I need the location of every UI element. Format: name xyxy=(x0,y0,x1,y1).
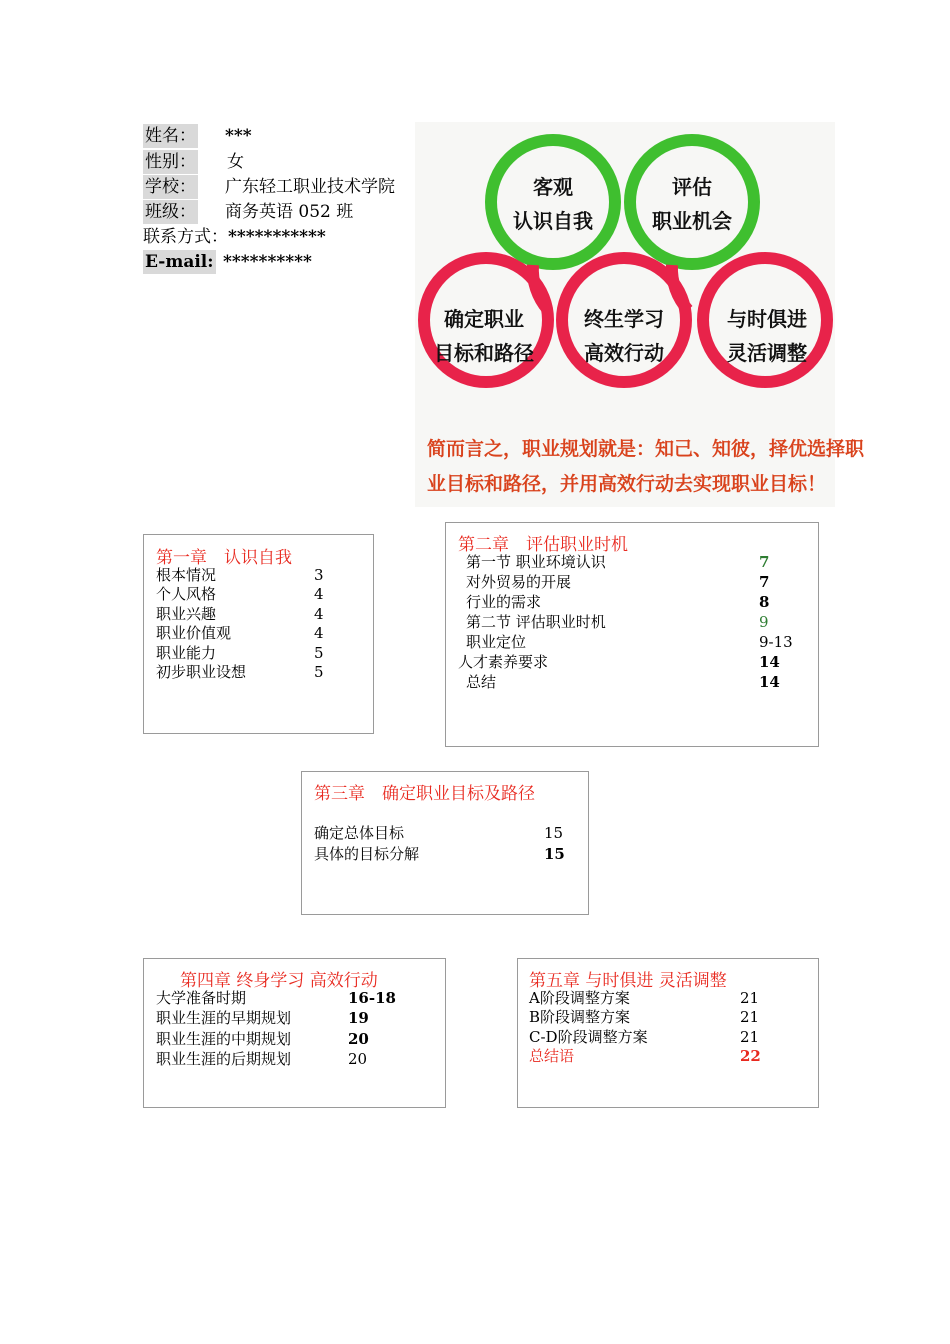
toc-item-page: 16-18 xyxy=(348,989,396,1007)
toc-item-label: 职业兴趣 xyxy=(156,604,217,623)
toc-item-label: B阶段调整方案 xyxy=(529,1008,631,1027)
toc-item-page: 4 xyxy=(314,604,324,623)
toc-item-page: 5 xyxy=(314,663,324,681)
toc-item-label: 职业价值观 xyxy=(156,624,232,643)
toc-item-page: 21 xyxy=(740,1008,760,1027)
email-value: ********** xyxy=(223,252,312,272)
toc-item-label: 大学准备时期 xyxy=(156,989,247,1007)
school-value: 广东轻工职业技术学院 xyxy=(225,177,395,197)
toc-item-page: 3 xyxy=(314,566,324,584)
toc-item-label: 确定总体目标 xyxy=(314,824,405,842)
class-label: 班级： xyxy=(145,202,196,222)
name-label: 姓名： xyxy=(145,126,196,146)
chapter1-box xyxy=(143,534,374,734)
toc-item-page: 7 xyxy=(759,573,770,591)
toc-item-page: 20 xyxy=(348,1049,368,1068)
ring-self-line1: 客观 xyxy=(533,175,573,199)
toc-item-page: 7 xyxy=(759,553,770,571)
contact-row xyxy=(143,225,326,249)
ring-self-line2: 认识自我 xyxy=(513,209,593,233)
class-value: 商务英语 052 班 xyxy=(225,202,354,222)
toc-item-label: C-D阶段调整方案 xyxy=(529,1027,648,1046)
toc-item-label: 行业的需求 xyxy=(466,593,542,611)
contact-value: *********** xyxy=(228,227,326,247)
toc-item-page: 5 xyxy=(314,643,324,662)
ring-goal-line1: 确定职业 xyxy=(444,307,524,331)
toc-item-page: 15 xyxy=(544,824,564,842)
ring-learning-line1: 终生学习 xyxy=(584,307,664,331)
gender-value: 女 xyxy=(227,152,244,172)
toc-item-label: 个人风格 xyxy=(156,585,217,604)
toc-item-page: 22 xyxy=(740,1047,761,1066)
name-value: *** xyxy=(225,126,252,146)
graphic-caption-line2: 业目标和路径，并用高效行动去实现职业目标！ xyxy=(427,473,827,495)
toc-item-page: 4 xyxy=(314,585,324,604)
toc-item-label: 初步职业设想 xyxy=(156,663,247,681)
ring-learning-line2: 高效行动 xyxy=(584,341,664,365)
toc-item-page: 19 xyxy=(348,1009,369,1028)
toc-item-label: 职业定位 xyxy=(466,633,527,651)
chapter3-title: 第三章 确定职业目标及路径 xyxy=(314,784,535,804)
toc-item-page: 14 xyxy=(759,673,780,691)
toc-item-page: 15 xyxy=(544,845,565,863)
toc-item-page: 9 xyxy=(759,613,769,631)
ring-goal-line2: 目标和路径 xyxy=(434,341,534,365)
name-row xyxy=(143,124,252,148)
toc-item-page: 14 xyxy=(759,653,780,671)
toc-item-label: 对外贸易的开展 xyxy=(466,573,572,591)
chapter2-title: 第二章 评估职业时机 xyxy=(458,535,628,555)
toc-item-label: 根本情况 xyxy=(156,566,217,584)
toc-item-page: 9-13 xyxy=(759,633,793,651)
email-row xyxy=(143,250,312,274)
toc-item-page: 21 xyxy=(740,1027,760,1046)
toc-item-label: 总结语 xyxy=(529,1047,575,1066)
toc-item-label: A阶段调整方案 xyxy=(529,989,630,1007)
chapter5-title: 第五章 与时俱进 灵活调整 xyxy=(529,971,727,991)
chapter1-title: 第一章 认识自我 xyxy=(156,548,292,568)
ring-opportunity-line1: 评估 xyxy=(672,175,712,199)
contact-label: 联系方式： xyxy=(143,227,228,247)
class-row xyxy=(143,200,354,224)
ring-adjust-line1: 与时俱进 xyxy=(727,307,807,331)
toc-item-label: 职业生涯的后期规划 xyxy=(156,1049,292,1068)
chapter2-box xyxy=(445,522,819,747)
graphic-caption-line1: 简而言之，职业规划就是：知己、知彼，择优选择职 xyxy=(427,438,865,460)
toc-item-label: 职业生涯的早期规划 xyxy=(156,1009,292,1028)
toc-item-label: 第二节 评估职业时机 xyxy=(466,613,606,631)
toc-item-label: 第一节 职业环境认识 xyxy=(466,553,606,571)
school-row xyxy=(143,175,395,199)
toc-item-label: 总结 xyxy=(466,673,497,691)
chapter4-box xyxy=(143,958,446,1108)
toc-item-label: 职业生涯的中期规划 xyxy=(156,1029,292,1048)
ring-opportunity-line2: 职业机会 xyxy=(652,209,732,233)
toc-item-label: 人才素养要求 xyxy=(458,653,549,671)
chapter3-box xyxy=(301,771,589,915)
ring-adjust-line2: 灵活调整 xyxy=(727,341,807,365)
toc-item-page: 20 xyxy=(348,1029,369,1048)
gender-row xyxy=(143,150,244,174)
gender-label: 性别： xyxy=(145,152,196,172)
school-label: 学校： xyxy=(145,177,196,197)
toc-item-label: 职业能力 xyxy=(156,643,217,662)
toc-item-page: 21 xyxy=(740,989,760,1007)
toc-item-page: 4 xyxy=(314,624,324,643)
email-label: E-mail: xyxy=(145,252,214,272)
chapter4-title: 第四章 终身学习 高效行动 xyxy=(180,971,378,991)
toc-item-page: 8 xyxy=(759,593,770,611)
chapter5-box xyxy=(517,958,819,1108)
toc-item-label: 具体的目标分解 xyxy=(314,845,420,863)
